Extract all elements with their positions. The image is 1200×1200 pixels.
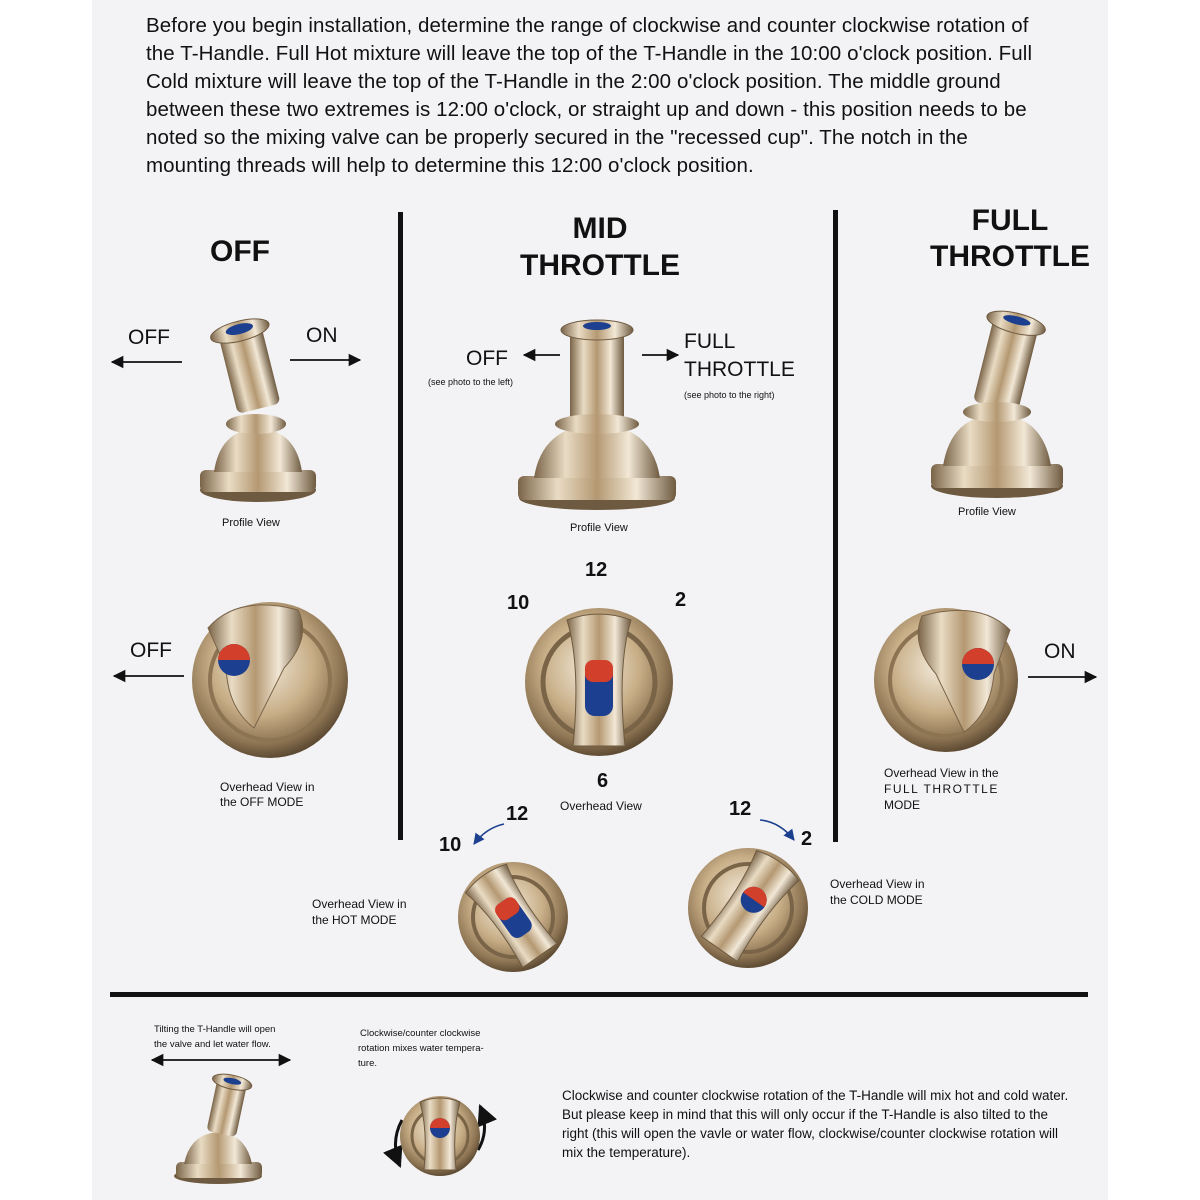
mid-clock-10: 10 bbox=[507, 592, 530, 614]
off-profile-caption: Profile View bbox=[222, 517, 280, 529]
mid-full-label-1: FULL bbox=[684, 330, 736, 353]
full-title-line-2: THROTTLE bbox=[930, 240, 1090, 273]
rotation-caption-1: Clockwise/counter clockwise bbox=[360, 1028, 481, 1039]
intro-paragraph: Before you begin installation, determine the range of clockwise and counter clockwise rotation of the T-Handle. Full Hot mixture will leave the top of the T-Handle in the 10:00 o'clock position. Full Cold mixture will leave the top of the T-Handle in the 2:00 o'clock position. The middle ground between these two extremes is 12:00 o'clock, or straight up and down - this position needs to be noted so the mixing valve can be properly secured in the "recessed cup". The notch in the mounting threads will help to determine this 12:00 o'clock position. bbox=[146, 14, 1033, 177]
mid-title-line-2: THROTTLE bbox=[520, 249, 680, 282]
full-title-line-1: FULL bbox=[971, 204, 1049, 237]
off-left-label: OFF bbox=[128, 326, 170, 349]
rotation-caption-3: ture. bbox=[358, 1058, 378, 1069]
mid-off-note: (see photo to the left) bbox=[428, 377, 514, 387]
mid-clock-6: 6 bbox=[597, 770, 609, 792]
off-overhead-caption-2: the OFF MODE bbox=[220, 795, 304, 809]
off-right-label: ON bbox=[306, 324, 338, 347]
mid-title-line-1: MID bbox=[572, 212, 628, 245]
mid-profile-caption: Profile View bbox=[570, 522, 628, 534]
mid-full-label-2: THROTTLE bbox=[684, 358, 795, 381]
rotation-valve-image bbox=[380, 1080, 500, 1192]
hot-caption-1: Overhead View in bbox=[312, 897, 407, 911]
tilt-caption-1: Tilting the T-Handle will open bbox=[154, 1024, 276, 1035]
off-overhead-caption-1: Overhead View in bbox=[220, 780, 315, 794]
full-overhead-caption-3: MODE bbox=[884, 798, 920, 812]
tilt-caption-2: the valve and let water flow. bbox=[154, 1039, 271, 1050]
mid-full-note: (see photo to the right) bbox=[684, 390, 775, 400]
mid-clock-2: 2 bbox=[675, 589, 687, 611]
mid-clock-12: 12 bbox=[585, 559, 608, 581]
full-overhead-caption-1: Overhead View in the bbox=[884, 766, 999, 780]
cold-num-12: 12 bbox=[729, 798, 752, 820]
off-overhead-label: OFF bbox=[130, 639, 172, 662]
cold-num-2: 2 bbox=[801, 828, 813, 850]
hot-caption-2: the HOT MODE bbox=[312, 913, 397, 927]
cold-caption-1: Overhead View in bbox=[830, 877, 925, 891]
rotation-caption-2: rotation mixes water tempera- bbox=[358, 1043, 484, 1054]
cold-caption-2: the COLD MODE bbox=[830, 893, 923, 907]
bottom-paragraph: Clockwise and counter clockwise rotation of the T-Handle will mix hot and cold water. But please keep in mind that this will only occur if the T-Handle is also tilted to the right (this will open the vavle or water flow, clockwise/counter clockwise rotation will mix the temperature). bbox=[562, 1088, 1069, 1160]
full-overhead-caption-2: FULL THROTTLE bbox=[884, 782, 999, 796]
mid-overhead-caption: Overhead View bbox=[560, 799, 642, 813]
hot-num-12: 12 bbox=[506, 803, 529, 825]
off-title: OFF bbox=[210, 235, 270, 268]
mid-off-label: OFF bbox=[466, 347, 508, 370]
hot-num-10: 10 bbox=[439, 834, 462, 856]
full-profile-caption: Profile View bbox=[958, 506, 1016, 518]
full-overhead-label: ON bbox=[1044, 640, 1076, 663]
tilt-valve-image bbox=[172, 1076, 268, 1186]
